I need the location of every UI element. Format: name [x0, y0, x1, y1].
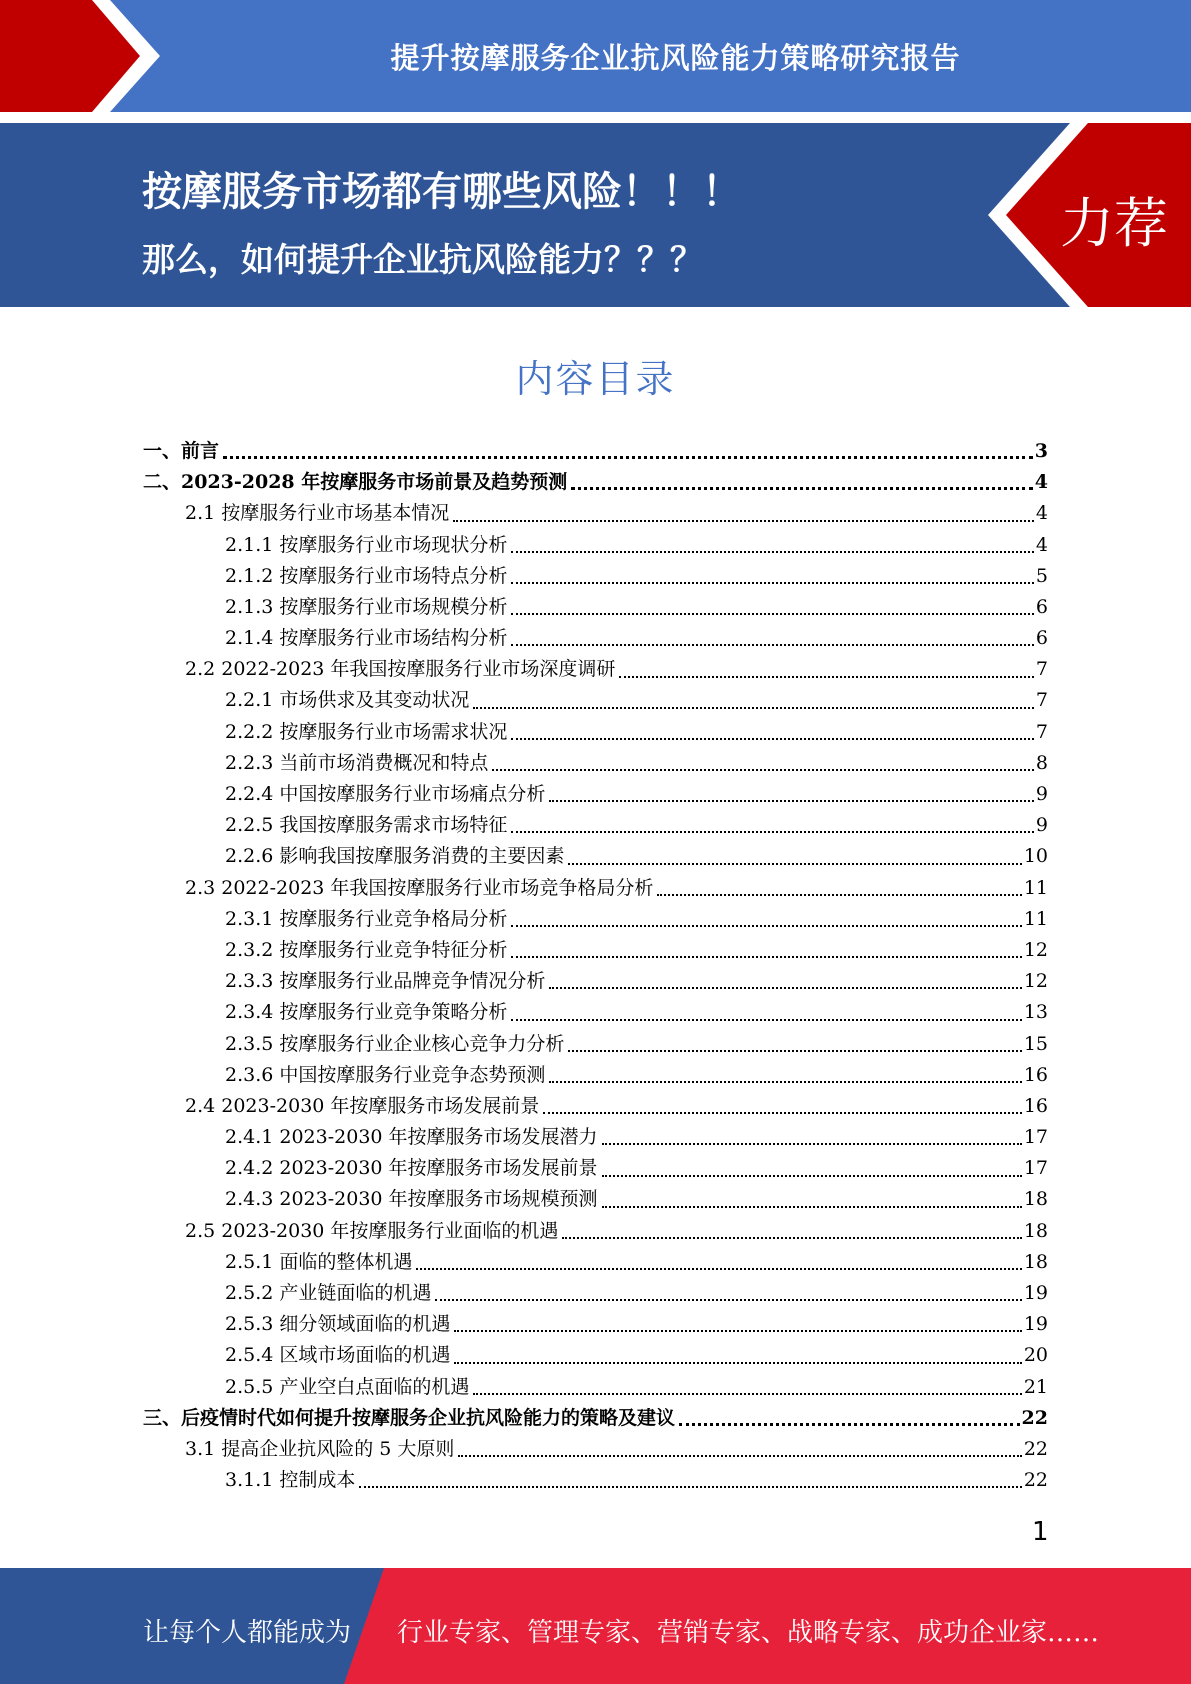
footer-slogan-left: 让每个人都能成为 [143, 1618, 352, 1648]
toc-entry-label: 2.3.4 按摩服务行业竞争策略分析 [225, 1001, 508, 1024]
toc-entry[interactable] [143, 530, 1048, 561]
toc-dot-leader [511, 956, 1021, 958]
red-arrow-decoration [0, 0, 160, 112]
toc-dot-leader [619, 676, 1033, 678]
report-title: 提升按摩服务企业抗风险能力策略研究报告 [390, 40, 961, 75]
toc-entry-page: 22 [1021, 1406, 1048, 1429]
toc-dot-leader [511, 1019, 1021, 1021]
toc-entry-label: 三、后疫情时代如何提升按摩服务企业抗风险能力的策略及建议 [143, 1406, 676, 1429]
toc-entry-label: 2.5.2 产业链面临的机遇 [225, 1282, 432, 1305]
toc-entry-page: 13 [1023, 1001, 1048, 1024]
toc-entry[interactable] [143, 935, 1048, 966]
toc-entry-page: 18 [1023, 1250, 1048, 1273]
toc-entry[interactable] [143, 1185, 1048, 1216]
page-number: 1 [1032, 1517, 1049, 1547]
toc-entry-page: 6 [1035, 595, 1048, 618]
toc-dot-leader [511, 925, 1021, 927]
toc-entry[interactable] [143, 810, 1048, 841]
toc-entry[interactable] [143, 1465, 1048, 1496]
toc-entry-label: 2.4 2023-2030 年按摩服务市场发展前景 [185, 1094, 540, 1117]
toc-dot-leader [543, 1112, 1021, 1114]
toc-entry-page: 3 [1034, 439, 1048, 462]
toc-entry-page: 9 [1035, 783, 1048, 806]
toc-entry-label: 2.5.1 面临的整体机遇 [225, 1250, 413, 1273]
toc-dot-leader [458, 1455, 1021, 1457]
recommend-tag: 力荐 [1060, 192, 1168, 255]
toc-entry-label: 2.5.4 区域市场面临的机遇 [225, 1344, 451, 1367]
toc-entry[interactable] [143, 498, 1048, 529]
toc-entry[interactable] [143, 1122, 1048, 1153]
toc-entry-label: 2.1.4 按摩服务行业市场结构分析 [225, 627, 508, 650]
toc-dot-leader [473, 707, 1034, 709]
toc-entry-label: 2.1 按摩服务行业市场基本情况 [185, 502, 450, 525]
toc-entry-label: 2.3.5 按摩服务行业企业核心竞争力分析 [225, 1032, 565, 1055]
toc-entry-label: 2.3.2 按摩服务行业竞争特征分析 [225, 938, 508, 961]
toc-dot-leader [435, 1299, 1021, 1301]
toc-entry-page: 18 [1023, 1219, 1048, 1242]
toc-entry-label: 2.5.5 产业空白点面临的机遇 [225, 1375, 470, 1398]
toc-entry-label: 2.3.6 中国按摩服务行业竞争态势预测 [225, 1063, 546, 1086]
toc-entry[interactable] [143, 686, 1048, 717]
toc-entry-page: 11 [1023, 876, 1048, 899]
toc-entry[interactable] [143, 1372, 1048, 1403]
toc-entry[interactable] [143, 1434, 1048, 1465]
toc-entry-label: 3.1.1 控制成本 [225, 1469, 356, 1492]
toc-entry-label: 2.2.1 市场供求及其变动状况 [225, 689, 470, 712]
toc-entry-label: 2.5 2023-2030 年按摩服务行业面临的机遇 [185, 1219, 559, 1242]
toc-entry[interactable] [143, 467, 1048, 498]
banner-subheadline: 那么，如何提升企业抗风险能力？？？ [142, 240, 703, 279]
banner-headline: 按摩服务市场都有哪些风险！！！ [142, 169, 742, 215]
toc-entry-page: 15 [1023, 1032, 1048, 1055]
toc-entry-label: 2.2.5 我国按摩服务需求市场特征 [225, 814, 508, 837]
toc-dot-leader [511, 613, 1034, 615]
toc-entry-page: 17 [1023, 1157, 1048, 1180]
toc-dot-leader [679, 1423, 1020, 1426]
toc-entry-page: 22 [1023, 1469, 1048, 1492]
toc-entry-page: 21 [1023, 1375, 1048, 1398]
toc-entry-label: 二、2023-2028 年按摩服务市场前景及趋势预测 [143, 471, 568, 494]
toc-dot-leader [602, 1143, 1022, 1145]
toc-dot-leader [602, 1206, 1022, 1208]
table-of-contents [143, 436, 1048, 1496]
toc-entry-page: 5 [1035, 564, 1048, 587]
toc-dot-leader [416, 1268, 1021, 1270]
toc-dot-leader [473, 1393, 1021, 1395]
toc-entry[interactable] [143, 1060, 1048, 1091]
toc-dot-leader [571, 487, 1033, 490]
toc-entry-label: 2.2.3 当前市场消费概况和特点 [225, 751, 489, 774]
toc-dot-leader [568, 1050, 1021, 1052]
toc-entry[interactable] [143, 904, 1048, 935]
toc-entry-page: 12 [1023, 970, 1048, 993]
toc-entry-page: 16 [1023, 1063, 1048, 1086]
toc-entry-page: 4 [1034, 471, 1048, 494]
toc-entry-label: 2.3 2022-2023 年我国按摩服务行业市场竞争格局分析 [185, 876, 654, 899]
toc-entry-label: 一、前言 [143, 439, 220, 462]
toc-entry[interactable] [143, 1216, 1048, 1247]
toc-dot-leader [511, 831, 1034, 833]
toc-entry[interactable] [143, 1403, 1048, 1434]
toc-dot-leader [511, 644, 1034, 646]
toc-entry[interactable] [143, 561, 1048, 592]
toc-entry-label: 3.1 提高企业抗风险的 5 大原则 [185, 1437, 455, 1460]
toc-entry[interactable] [143, 966, 1048, 997]
toc-dot-leader [223, 456, 1033, 459]
toc-dot-leader [511, 738, 1034, 740]
toc-entry-label: 2.4.2 2023-2030 年按摩服务市场发展前景 [225, 1157, 598, 1180]
toc-entry[interactable] [143, 1340, 1048, 1371]
toc-entry-label: 2.3.1 按摩服务行业竞争格局分析 [225, 907, 508, 930]
toc-entry-page: 10 [1023, 845, 1048, 868]
toc-entry-label: 2.1.2 按摩服务行业市场特点分析 [225, 564, 508, 587]
toc-dot-leader [454, 1362, 1021, 1364]
toc-dot-leader [602, 1175, 1022, 1177]
toc-dot-leader [657, 894, 1021, 896]
toc-entry-page: 8 [1035, 751, 1048, 774]
toc-entry[interactable] [143, 873, 1048, 904]
toc-entry-page: 6 [1035, 627, 1048, 650]
toc-entry[interactable] [143, 1029, 1048, 1060]
toc-entry-page: 11 [1023, 907, 1048, 930]
toc-entry-page: 18 [1023, 1188, 1048, 1211]
toc-entry[interactable] [143, 779, 1048, 810]
toc-dot-leader [562, 1237, 1021, 1239]
promo-banner [0, 123, 1191, 307]
toc-entry-label: 2.4.1 2023-2030 年按摩服务市场发展潜力 [225, 1126, 598, 1149]
toc-entry-page: 7 [1035, 720, 1048, 743]
toc-entry-label: 2.2 2022-2023 年我国按摩服务行业市场深度调研 [185, 658, 616, 681]
toc-entry[interactable] [143, 1278, 1048, 1309]
toc-dot-leader [511, 551, 1034, 553]
toc-dot-leader [453, 520, 1034, 522]
toc-entry-page: 20 [1023, 1344, 1048, 1367]
toc-entry-page: 17 [1023, 1126, 1048, 1149]
toc-dot-leader [549, 987, 1021, 989]
toc-entry[interactable] [143, 436, 1048, 467]
toc-dot-leader [549, 1081, 1021, 1083]
toc-entry-page: 19 [1023, 1313, 1048, 1336]
toc-entry[interactable] [143, 623, 1048, 654]
toc-entry-page: 12 [1023, 938, 1048, 961]
toc-entry[interactable] [143, 1091, 1048, 1122]
toc-entry[interactable] [143, 748, 1048, 779]
toc-entry[interactable] [143, 717, 1048, 748]
toc-entry-label: 2.2.6 影响我国按摩服务消费的主要因素 [225, 845, 565, 868]
toc-entry-page: 19 [1023, 1282, 1048, 1305]
toc-entry[interactable] [143, 841, 1048, 872]
toc-entry-page: 4 [1035, 533, 1048, 556]
toc-dot-leader [359, 1486, 1021, 1488]
toc-entry[interactable] [143, 1153, 1048, 1184]
toc-dot-leader [549, 800, 1034, 802]
toc-entry-label: 2.4.3 2023-2030 年按摩服务市场规模预测 [225, 1188, 598, 1211]
toc-entry-page: 9 [1035, 814, 1048, 837]
toc-entry-page: 7 [1035, 689, 1048, 712]
toc-entry-page: 16 [1023, 1094, 1048, 1117]
toc-entry[interactable] [143, 592, 1048, 623]
toc-entry-label: 2.3.3 按摩服务行业品牌竞争情况分析 [225, 970, 546, 993]
toc-entry-label: 2.5.3 细分领域面临的机遇 [225, 1313, 451, 1336]
toc-dot-leader [492, 769, 1034, 771]
toc-entry[interactable] [143, 654, 1048, 685]
toc-entry-label: 2.2.2 按摩服务行业市场需求状况 [225, 720, 508, 743]
toc-heading: 内容目录 [515, 357, 676, 401]
toc-entry-label: 2.1.3 按摩服务行业市场规模分析 [225, 595, 508, 618]
toc-dot-leader [511, 582, 1034, 584]
toc-entry-page: 7 [1035, 658, 1048, 681]
toc-entry[interactable] [143, 1247, 1048, 1278]
toc-entry-label: 2.1.1 按摩服务行业市场现状分析 [225, 533, 508, 556]
toc-entry-label: 2.2.4 中国按摩服务行业市场痛点分析 [225, 783, 546, 806]
toc-entry[interactable] [143, 1309, 1048, 1340]
top-header-bar [0, 0, 1191, 112]
toc-entry-page: 22 [1023, 1437, 1048, 1460]
toc-dot-leader [568, 863, 1021, 865]
footer-slogan-right: 行业专家、管理专家、营销专家、战略专家、成功企业家…… [397, 1618, 1100, 1648]
toc-entry-page: 4 [1035, 502, 1048, 525]
toc-entry[interactable] [143, 997, 1048, 1028]
toc-dot-leader [454, 1330, 1021, 1332]
